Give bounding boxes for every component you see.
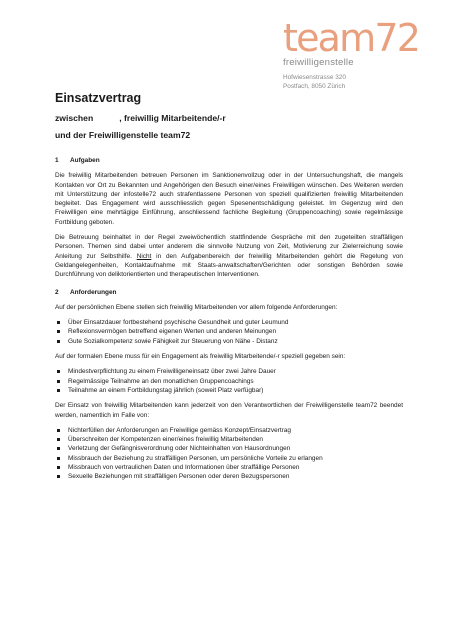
logo-wordmark: team72 bbox=[283, 16, 420, 60]
subtitle-between: zwischen bbox=[55, 113, 94, 123]
list-item: Reflexionsvermögen betreffend eigenen Werten und anderen Meinungen bbox=[55, 327, 403, 336]
document-body bbox=[55, 156, 403, 488]
formal-requirements-list bbox=[55, 367, 403, 395]
list-item: Verletzung der Gefängnisverordnung oder Nichteinhalten von Hausordnungen bbox=[55, 444, 403, 453]
document-subtitle-line-1 bbox=[55, 113, 226, 123]
list-item: Missbrauch von vertraulichen Daten und Informationen über straffällige Personen bbox=[55, 463, 403, 472]
list-item: Regelmässige Teilnahme an den monatlichen Gruppencoachings bbox=[55, 377, 403, 386]
section-1-number: 1 bbox=[55, 157, 59, 164]
list-item: Missbrauch der Beziehung zu straffälligen Personen, um persönliche Vorteile zu erlangen bbox=[55, 454, 403, 463]
team72-logo bbox=[283, 16, 433, 91]
paragraph-2-part-b: in den Aufgabenbereich der freiwillig Mitarbeitenden gehört die Regelung von Geldangelegenheiten, Kontaktaufnahme mit Staats-anwaltschaften/Gerichten oder sonstigen Behörden sowie Durchführung von deliktorientierten und therapeutischen Interventionen. bbox=[55, 252, 403, 279]
subtitle-volunteer: , freiwillig Mitarbeitende/-r bbox=[119, 113, 226, 123]
address-line-1: Hofwiesenstrasse 320 bbox=[283, 74, 346, 81]
section-2-number: 2 bbox=[55, 288, 59, 296]
list-item: Nichterfüllen der Anforderungen an Freiwillige gemäss Konzept/Einsatzvertrag bbox=[55, 426, 403, 435]
section-1-heading bbox=[55, 156, 403, 165]
section-1-paragraph-2 bbox=[55, 233, 403, 279]
section-2-intro-formal: Auf der formalen Ebene muss für ein Engagement als freiwillig Mitarbeitende/-r speziell gegeben sein: bbox=[55, 353, 346, 361]
logo-subtitle: freiwilligenstelle bbox=[283, 57, 354, 68]
list-item: Überschreiten der Kompetenzen einer/eines freiwillig Mitarbeitenden bbox=[55, 435, 403, 444]
list-item: Gute Sozialkompetenz sowie Fähigkeit zur Steuerung von Nähe - Distanz bbox=[55, 337, 403, 346]
list-item: Sexuelle Beziehungen mit straffälligen Personen oder deren Bezugspersonen bbox=[55, 472, 403, 481]
document-subtitle-line-2: und der Freiwilligenstelle team72 bbox=[55, 130, 191, 140]
section-2-intro-personal: Auf der persönlichen Ebene stellen sich freiwillig Mitarbeitenden vor allem folgende Anforderungen: bbox=[55, 303, 338, 311]
section-1-paragraph-1: Die freiwillig Mitarbeitenden betreuen Personen im Sanktionenvollzug oder in der Untersuchungshaft, die mangels Kontakten vor Ort zu Bekannten und Angehörigen den Besuch einer/eines Freiwilligen wünschen. Des Weiteren werden mit Unterstützung der infostelle72 auch strafentlassene Personen von speziell qualifizierten freiwillig Mitarbeitenden begleitet. Das Engagement wird ausschliesslich gegen Spesenentschädigung geleistet. Im Gegenzug wird den Freiwilligen eine mehrtägige Einführung, anschliessend fachliche Begleitung (Gruppencoaching) sowie regelmässige Fortbildung geboten. bbox=[55, 172, 403, 226]
section-2-title: Anforderungen bbox=[70, 288, 117, 296]
list-item: Über Einsatzdauer fortbestehend psychische Gesundheit und guter Leumund bbox=[55, 318, 403, 327]
section-2-heading bbox=[55, 288, 403, 297]
termination-reasons-list bbox=[55, 426, 403, 482]
document-title: Einsatzvertrag bbox=[55, 91, 142, 105]
underlined-nicht: Nicht bbox=[136, 252, 152, 260]
paragraph-2-part-a: Die Betreuung beinhaltet in der Regel zweiwöchentlich stattfindende Gespräche mit den zugeteilten straffälligen Personen. Themen sind dabei unter anderem die sinnvolle Nutzung von Zeit, Motivierung zur Zielerreichung sowie Anleitung zur Selbsthilfe. bbox=[55, 234, 403, 260]
section-2-intro-termination: Der Einsatz von freiwillig Mitarbeitenden kann jederzeit von den Verantwortlichen der Freiwilligenstelle team72 beendet werden, namentlich im Falle von: bbox=[55, 402, 403, 419]
logo-address bbox=[283, 73, 433, 91]
list-item: Teilnahme an einem Fortbildungstag jährlich (soweit Platz verfügbar) bbox=[55, 386, 403, 395]
address-line-2: Postfach, 8050 Zürich bbox=[283, 83, 346, 90]
list-item: Mindestverpflichtung zu einem Freiwilligeneinsatz über zwei Jahre Dauer bbox=[55, 367, 403, 376]
section-1-title: Aufgaben bbox=[70, 157, 100, 164]
personal-requirements-list bbox=[55, 318, 403, 346]
